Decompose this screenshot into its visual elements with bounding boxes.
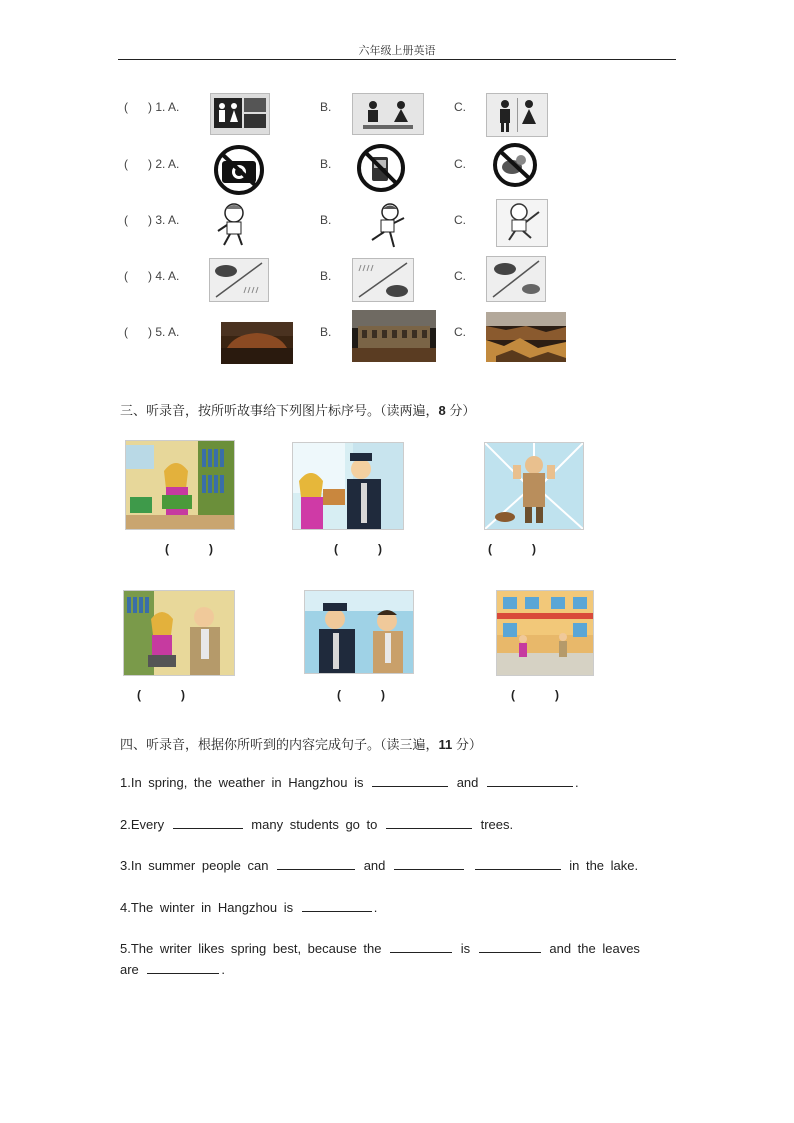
answer-blank[interactable] <box>394 858 464 870</box>
question-number: ( ) 4. A. <box>124 269 180 283</box>
no-camera-icon[interactable] <box>208 145 270 195</box>
order-blank-2[interactable]: ( ) <box>334 542 382 556</box>
section3-title: 三、听录音，按所听故事给下列图片标序号。（读两遍，8 分） <box>120 403 476 418</box>
option-b-label: B. <box>320 269 332 283</box>
option-b-label: B. <box>320 213 332 227</box>
option-c-label: C. <box>454 157 466 171</box>
section4-title: 四、听录音，根据你所听到的内容完成句子。（读三遍，11 分） <box>120 737 482 752</box>
palace-photo[interactable] <box>352 310 436 362</box>
answer-blank[interactable] <box>386 817 472 829</box>
story-picture-street-scene[interactable] <box>496 590 594 676</box>
question-number: ( ) 2. A. <box>124 157 180 171</box>
answer-blank[interactable] <box>390 941 452 953</box>
story-picture-man-breaking-glass[interactable] <box>484 442 584 530</box>
sun-rain-icon[interactable] <box>209 258 269 302</box>
answer-blank[interactable] <box>302 900 372 912</box>
option-c-label: C. <box>454 325 466 339</box>
option-b-label: B. <box>320 100 332 114</box>
sentence-3: 3.In summer people can and in the lake. <box>120 858 639 873</box>
page-header: 六年级上册英语 <box>358 45 436 57</box>
boy-jumping-icon[interactable] <box>496 199 548 247</box>
option-c-label: C. <box>454 213 466 227</box>
no-phone-icon[interactable] <box>352 143 410 193</box>
header-rule <box>118 59 676 60</box>
boy-walking-icon[interactable] <box>208 201 258 249</box>
answer-blank[interactable] <box>479 941 541 953</box>
uluru-photo[interactable] <box>221 322 293 364</box>
restroom-sign-icon[interactable] <box>352 93 424 135</box>
answer-blank[interactable] <box>277 858 355 870</box>
sentence-4: 4.The winter in Hangzhou is . <box>120 900 378 915</box>
option-c-label: C. <box>454 269 466 283</box>
sentence-2: 2.Every many students go to trees. <box>120 817 514 832</box>
story-picture-girl-and-man-in-shop[interactable] <box>123 590 235 676</box>
sentence-1: 1.In spring, the weather in Hangzhou is and . <box>120 775 579 790</box>
answer-blank[interactable] <box>372 775 448 787</box>
boy-running-icon[interactable] <box>364 202 408 250</box>
question-number: ( ) 3. A. <box>124 213 180 227</box>
story-picture-girl-in-bookshop[interactable] <box>125 440 235 530</box>
story-picture-policeman-and-man[interactable] <box>304 590 414 674</box>
answer-blank[interactable] <box>487 775 573 787</box>
canyon-photo[interactable] <box>486 312 566 362</box>
answer-blank[interactable] <box>475 858 561 870</box>
order-blank-4[interactable]: ( ) <box>137 688 185 702</box>
restroom-people-icon[interactable] <box>486 93 548 137</box>
order-blank-6[interactable]: ( ) <box>511 688 559 702</box>
sentence-5: 5.The writer likes spring best, because the is and the leaves are . <box>120 941 640 977</box>
story-picture-girl-and-policeman[interactable] <box>292 442 404 530</box>
question-number: ( ) 1. A. <box>124 100 180 114</box>
order-blank-5[interactable]: ( ) <box>337 688 385 702</box>
answer-blank[interactable] <box>173 817 243 829</box>
order-blank-3[interactable]: ( ) <box>488 542 536 556</box>
option-b-label: B. <box>320 325 332 339</box>
no-food-icon[interactable] <box>486 143 544 187</box>
sun-cloud-icon[interactable] <box>486 256 546 302</box>
option-b-label: B. <box>320 157 332 171</box>
question-number: ( ) 5. A. <box>124 325 180 339</box>
option-c-label: C. <box>454 100 466 114</box>
order-blank-1[interactable]: ( ) <box>165 542 213 556</box>
answer-blank[interactable] <box>147 962 219 974</box>
rain-sun-icon[interactable] <box>352 258 414 302</box>
wc-sign-icon[interactable] <box>210 93 270 135</box>
